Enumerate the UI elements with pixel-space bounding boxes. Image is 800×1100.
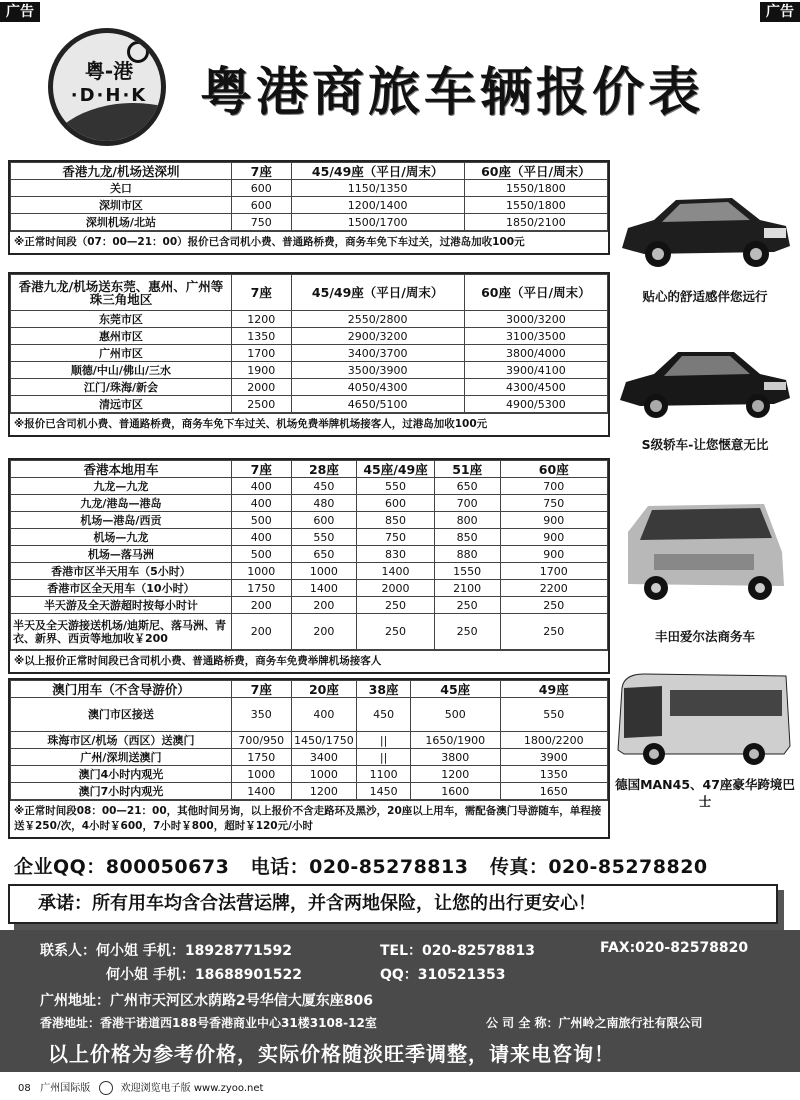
ad-label-left: 广告 [0,2,40,22]
section-note: ※正常时间段08：00—21：00，其他时间另询，以上报价不含走路环及黑沙，20座以上用车，需配备澳门导游随车，单程接送￥250/次，4小时￥600，7小时￥800，超时￥120元/小时 [10,800,608,837]
col-header: 45座 [410,681,500,698]
footer-slogan: 欢迎浏览电子版 www.zyoo.net [120,1083,264,1094]
col-header: 香港本地用车 [11,461,232,478]
table-row: 关口 600 1150/1350 1550/1800 [11,180,608,197]
page-title: 粤港商旅车辆报价表 [200,63,705,123]
col-header: 51座 [434,461,500,478]
col-header: 澳门用车（不含导游价） [11,681,232,698]
table-row: 九龙/港岛—港岛 400 480 600 700 750 [11,495,608,512]
section-note: ※以上报价正常时间段已含司机小费、普通路桥费，商务车免费举牌机场接客人 [10,650,608,672]
col-header: 38座 [357,681,411,698]
col-header: 60座 [500,461,608,478]
col-header: 60座（平日/周末） [464,275,607,311]
table-row: 机场—落马洲 500 650 830 880 900 [11,546,608,563]
col-header: 45/49座（平日/周末） [291,163,464,180]
table-row: 广州市区 1700 3400/3700 3800/4000 [11,345,608,362]
table-row: 珠海市区/机场（西区）送澳门 700/950 1450/1750 || 1650/1900 1800/2200 [11,732,608,749]
page-number: 08 [18,1083,31,1094]
col-header: 45/49座（平日/周末） [291,275,464,311]
fax-number: 传真：020-85278820 [489,856,708,878]
hongkong-address: 香港地址：香港干诺道西188号香港商业中心31楼3108-12室 [40,1016,377,1030]
table-row: 广州/深圳送澳门 1750 3400 || 3800 3900 [11,749,608,766]
tel-2: TEL：020-82578813 [380,943,535,959]
col-header: 49座 [500,681,608,698]
enterprise-qq: 企业QQ：800050673 [14,856,230,878]
table-row: 半天游及全天游超时按每小时计 200 200 250 250 250 [11,597,608,614]
price-table-hk-local [10,460,608,650]
contact-line [14,852,708,879]
qq-2: QQ：310521353 [380,967,506,983]
section-note: ※正常时间段（07：00—21：00）报价已含司机小费、普通路桥费，商务车免下车过关，过港岛加收100元 [10,231,608,253]
fax-2: FAX:020-82578820 [600,940,749,956]
ad-label-right: 广告 [760,2,800,22]
dhk-logo [48,28,166,146]
price-table-prd [10,274,608,413]
col-header: 香港九龙/机场送东莞、惠州、广州等珠三角地区 [11,275,232,311]
col-header: 60座（平日/周末） [464,163,607,180]
col-header: 7座 [231,461,291,478]
price-disclaimer: 以上价格为参考价格，实际价格随淡旺季调整，请来电咨询！ [48,1042,615,1066]
table-row: 东莞市区 1200 2550/2800 3000/3200 [11,311,608,328]
page-footer [0,1080,800,1100]
guangzhou-address: 广州地址：广州市天河区水荫路2号华信大厦东座806 [40,993,373,1009]
logo-cn: 粤-港 [84,59,134,83]
table-row: 九龙—九龙 400 450 550 650 700 [11,478,608,495]
company-name: 公 司 全 称：广州岭之南旅行社有限公司 [486,1016,703,1030]
section-hk-to-prd [8,272,610,437]
sedan-icon [614,170,794,280]
col-header: 香港九龙/机场送深圳 [11,163,232,180]
car-caption-2: S级轿车-让您惬意无比 [641,437,769,452]
car-caption-4: 德国MAN45、47座豪华跨境巴士 [615,777,795,809]
table-row: 深圳机场/北站 750 1500/1700 1850/2100 [11,214,608,231]
contact-person-1: 联系人：何小姐 手机：18928771592 [40,943,293,959]
table-row: 清远市区 2500 4650/5100 4900/5300 [11,396,608,413]
section-hk-local [8,458,610,674]
section-macau [8,678,610,839]
section-note: ※报价已含司机小费、普通路桥费，商务车免下车过关、机场免费举牌机场接客人，过港岛加收100元 [10,413,608,435]
table-row: 机场—九龙 400 550 750 850 900 [11,529,608,546]
table-row: 澳门市区接送 350 400 450 500 550 [11,698,608,732]
header [0,22,800,162]
table-row: 江门/珠海/新会 2000 4050/4300 4300/4500 [11,379,608,396]
table-row: 机场—港岛/西贡 500 600 850 800 900 [11,512,608,529]
table-row: 顺德/中山/佛山/三水 1900 3500/3900 3900/4100 [11,362,608,379]
table-row: 澳门7小时内观光 1400 1200 1450 1600 1650 [11,783,608,800]
car-caption-3: 丰田爱尔法商务车 [654,629,755,644]
col-header: 7座 [231,275,291,311]
price-table-shenzhen [10,162,608,231]
table-row: 澳门4小时内观光 1000 1000 1100 1200 1350 [11,766,608,783]
table-row: 半天及全天游接送机场/迪斯尼、落马洲、青衣、新界、西贡等地加收￥200 200 200 250 250 250 [11,614,608,650]
col-header: 7座 [231,163,291,180]
table-row: 香港市区半天用车（5小时） 1000 1000 1400 1550 1700 [11,563,608,580]
promise-banner: 承诺：所有用车均含合法营运牌，并含两地保险，让您的出行更安心！ [8,884,778,924]
car-caption-1: 贴心的舒适感伴您远行 [642,289,768,304]
contact-info-block [0,930,800,1072]
van-icon [614,492,794,612]
col-header: 20座 [291,681,357,698]
table-row: 深圳市区 600 1200/1400 1550/1800 [11,197,608,214]
col-header: 7座 [231,681,291,698]
col-header: 28座 [291,461,357,478]
bus-icon [614,666,794,770]
table-row: 惠州市区 1350 2900/3200 3100/3500 [11,328,608,345]
price-table-macau [10,680,608,800]
zhong-logo-icon [99,1081,113,1095]
section-hk-to-shenzhen [8,160,610,255]
col-header: 45座/49座 [357,461,435,478]
phone-number: 电话：020-85278813 [250,856,469,878]
paper-name: 广州国际版 [40,1083,91,1094]
s-class-icon [614,330,794,430]
logo-en: ·D·H·K [70,85,148,106]
table-row: 香港市区全天用车（10小时） 1750 1400 2000 2100 2200 [11,580,608,597]
contact-person-2: 何小姐 手机：18688901522 [106,967,303,983]
